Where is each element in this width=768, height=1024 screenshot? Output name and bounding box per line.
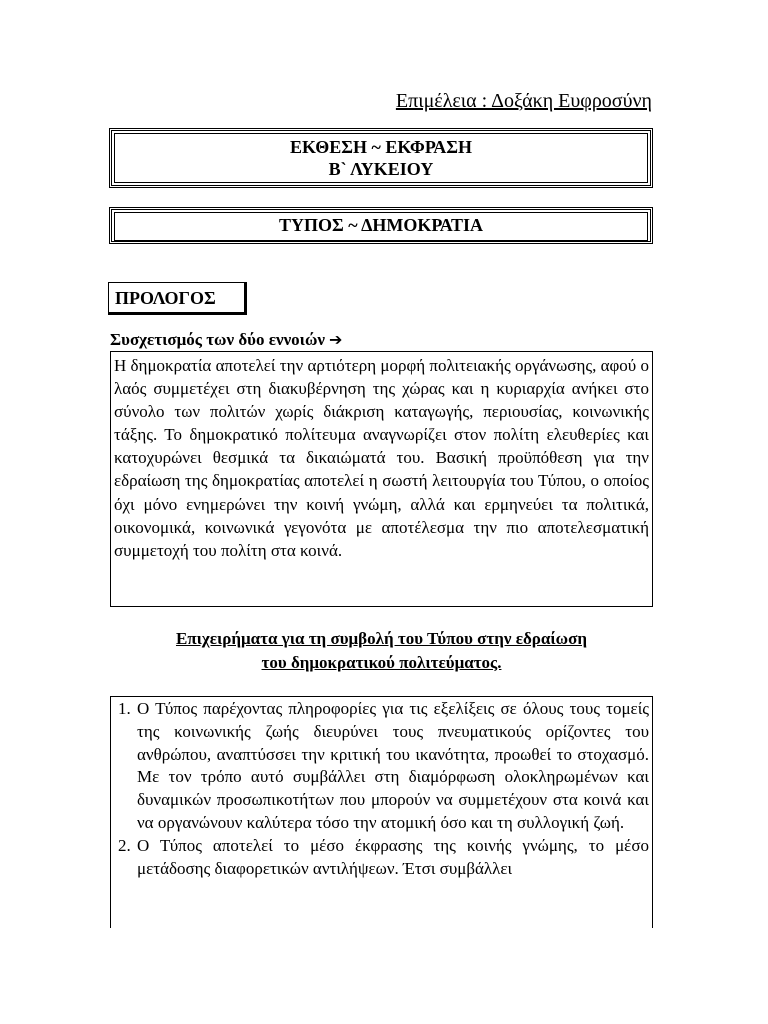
document-title [114, 133, 648, 183]
arguments-box [110, 696, 653, 928]
prologue-subheading [110, 330, 342, 350]
document-title-box [109, 128, 653, 188]
document-title-line1: ΕΚΘΕΣΗ ~ ΕΚΦΡΑΣΗ [290, 137, 472, 157]
arguments-heading [110, 627, 653, 675]
argument-item: 2. Ο Τύπος αποτελεί το μέσο έκφρασης της κοινής γνώμης, το μέσο μετάδοσης διαφορετικών αντιλήψεων. Έτσι συμβάλλει [135, 835, 649, 881]
document-title-line2: Β` ΛΥΚΕΙΟΥ [328, 159, 434, 179]
arrow-right-icon: ➔ [328, 330, 343, 349]
arguments-heading-line2: του δημοκρατικού πολιτεύματος. [261, 653, 502, 672]
topic-title-box [109, 207, 653, 244]
arguments-list [111, 698, 649, 880]
author-credit: Επιμέλεια : Δοξάκη Ευφροσύνη [395, 90, 652, 112]
prologue-subheading-text: Συσχετισμός των δύο εννοιών [110, 330, 325, 349]
argument-item: 1. Ο Τύπος παρέχοντας πληροφορίες για τις εξελίξεις σε όλους τους τομείς της κοινωνικής ζωής διευρύνει τους πνευματικούς ορίζοντες του ανθρώπου, αναπτύσσει την κριτική του ικανότητα, προωθεί το στοχασμό. Με τον τρόπο αυτό συμβάλλει στη διαμόρφωση ολοκληρωμένων και δυναμικών προσωπικοτήτων που μπορούν να συμμετέχουν στα κοινά και να οργανώνουν καλύτερα τόσο την ατομική όσο και τη συλλογική ζωή. [135, 698, 649, 835]
arguments-heading-line1: Επιχειρήματα για τη συμβολή του Τύπου στην εδραίωση [175, 629, 587, 648]
prologue-text-box: Η δημοκρατία αποτελεί την αρτιότερη μορφή πολιτειακής οργάνωσης, αφού ο λαός συμμετέχει στη διακυβέρνηση της χώρας και η κυριαρχία ανήκει στο σύνολο των πολιτών χωρίς διάκριση καταγωγής, περιουσίας, κοινωνικής τάξης. Το δημοκρατικό πολίτευμα αναγνωρίζει στον πολίτη ελευθερίες και κατοχυρώνει θεσμικά τα δικαιώματά του. Βασική προϋπόθεση για την εδραίωση της δημοκρατίας αποτελεί η σωστή λειτουργία του Τύπου, ο οποίος όχι μόνο ενημερώνει την κοινή γνώμη, αλλά και ερμηνεύει τα πολιτικά, οικονομικά, κοινωνικά γεγονότα με αποτέλεσμα την πιο αποτελεσματική συμμετοχή του πολίτη στα κοινά. [110, 351, 653, 607]
topic-title: ΤΥΠΟΣ ~ ΔΗΜΟΚΡΑΤΙΑ [114, 212, 648, 241]
prologue-label: ΠΡΟΛΟΓΟΣ [108, 282, 247, 315]
